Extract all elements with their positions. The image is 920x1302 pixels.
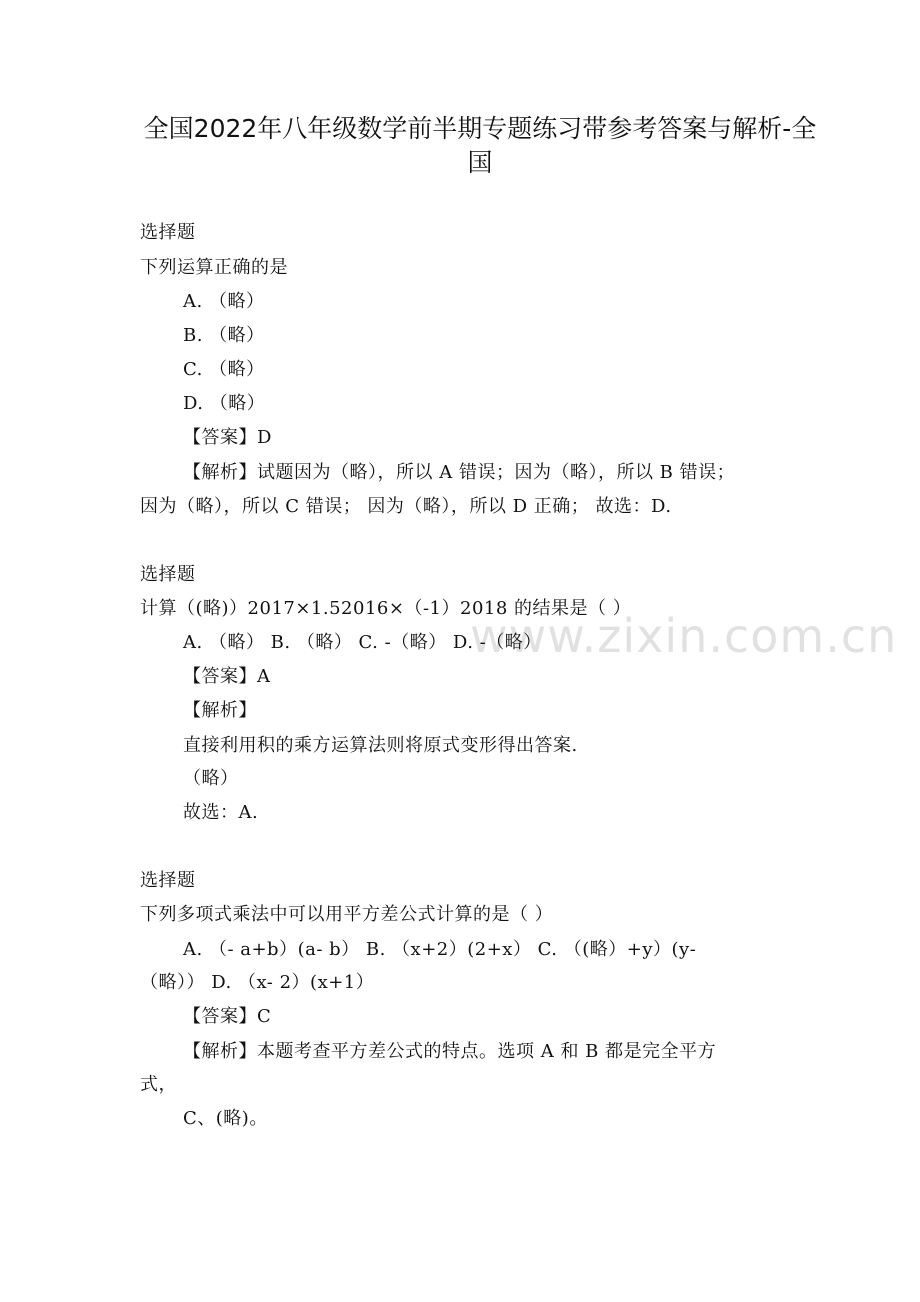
q2-answer: 【答案】A xyxy=(183,666,271,687)
q1-option-b: B. （略） xyxy=(183,325,265,346)
q3-answer: 【答案】C xyxy=(183,1006,272,1027)
q3-type: 选择题 xyxy=(140,870,196,891)
q3-options-line2: （略）） D. （x- 2）(x+1） xyxy=(140,972,375,993)
q2-options: A. （略） B. （略） C. -（略） D. -（略） xyxy=(183,632,542,653)
q3-stem: 下列多项式乘法中可以用平方差公式计算的是（ ） xyxy=(140,904,554,925)
q3-analysis-line2: 式， xyxy=(140,1074,177,1095)
q1-option-c: C. （略） xyxy=(183,359,265,380)
q3-options-line1: A. （- a+b）(a- b） B. （x+2）(2+x） C. （(略）+y）(y- xyxy=(183,939,697,960)
q1-type: 选择题 xyxy=(140,222,196,243)
q2-analysis-label: 【解析】 xyxy=(183,700,257,721)
q2-type: 选择题 xyxy=(140,564,196,585)
q2-stem: 计算（(略)）2017×1.52016×（-1）2018 的结果是（ ） xyxy=(140,598,632,619)
watermark: www.zixin.com.cn xyxy=(470,609,898,663)
page-title: 全国2022年八年级数学前半期专题练习带参考答案与解析-全国 xyxy=(143,114,817,177)
q2-analysis-formula: （略） xyxy=(183,768,239,789)
q1-analysis-line2: 因为（略），所以 C 错误； 因为（略），所以 D 正确； 故选：D. xyxy=(140,496,672,517)
q3-analysis-line3: C、(略)。 xyxy=(183,1108,268,1129)
q1-option-a: A. （略） xyxy=(183,291,265,312)
q2-analysis-text: 直接利用积的乘方运算法则将原式变形得出答案. xyxy=(183,735,578,756)
q1-stem: 下列运算正确的是 xyxy=(140,257,288,278)
q3-analysis-line1: 【解析】本题考查平方差公式的特点。选项 A 和 B 都是完全平方 xyxy=(183,1041,717,1062)
q2-conclusion: 故选：A. xyxy=(183,802,259,823)
q1-answer: 【答案】D xyxy=(183,427,272,448)
q1-option-d: D. （略） xyxy=(183,393,266,414)
q1-analysis-line1: 【解析】试题因为（略），所以 A 错误；因为（略），所以 B 错误； xyxy=(183,462,736,483)
